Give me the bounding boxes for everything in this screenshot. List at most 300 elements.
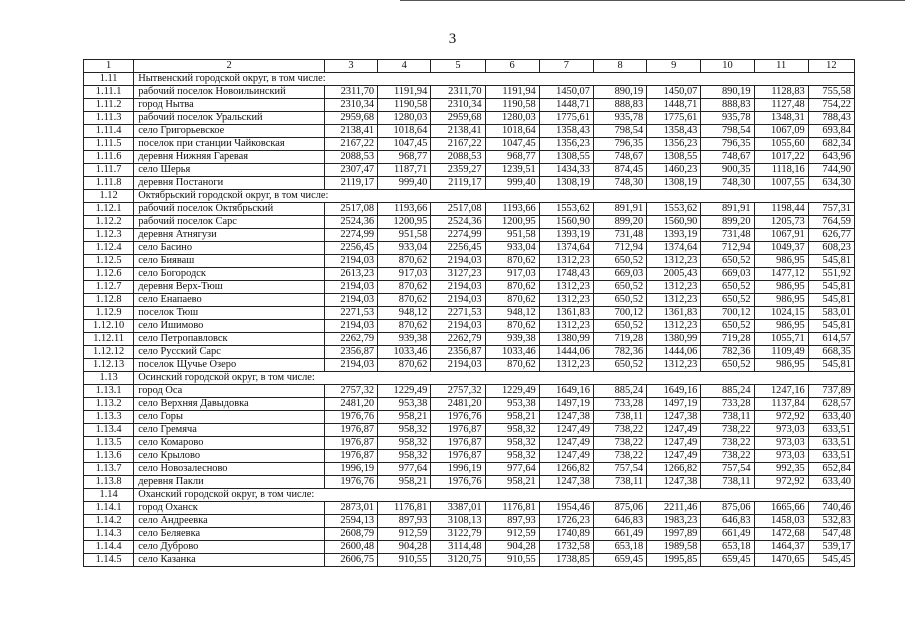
value-cell: 731,48 — [593, 229, 646, 242]
value-cell: 764,59 — [808, 216, 854, 229]
table-row — [84, 528, 855, 541]
value-cell: 1553,62 — [647, 203, 701, 216]
value-cell: 1560,90 — [647, 216, 701, 229]
value-cell: 1312,23 — [647, 281, 701, 294]
value-cell: 973,03 — [754, 424, 808, 437]
table-row — [84, 554, 855, 567]
value-cell: 1976,76 — [431, 411, 485, 424]
value-cell: 2256,45 — [431, 242, 485, 255]
settlement-name: село Беляевка — [134, 528, 325, 541]
value-cell: 738,11 — [701, 476, 754, 489]
value-cell: 3108,13 — [431, 515, 485, 528]
table-row — [84, 411, 855, 424]
value-cell: 1312,23 — [647, 255, 701, 268]
value-cell: 1976,87 — [324, 450, 377, 463]
value-cell: 2194,03 — [324, 320, 377, 333]
value-cell: 2211,46 — [647, 502, 701, 515]
settlement-name: село Богородск — [134, 268, 325, 281]
value-cell: 1187,71 — [378, 164, 431, 177]
value-cell: 547,48 — [808, 528, 854, 541]
value-cell: 2194,03 — [324, 281, 377, 294]
value-cell: 958,32 — [378, 424, 431, 437]
row-code: 1.13.8 — [84, 476, 134, 489]
value-cell: 650,52 — [701, 294, 754, 307]
value-cell: 1190,58 — [378, 99, 431, 112]
value-cell: 2005,43 — [647, 268, 701, 281]
value-cell: 870,62 — [485, 320, 539, 333]
value-cell: 668,35 — [808, 346, 854, 359]
row-code: 1.13 — [84, 372, 134, 385]
value-cell: 1007,55 — [754, 177, 808, 190]
value-cell: 1266,82 — [647, 463, 701, 476]
value-cell: 2194,03 — [431, 294, 485, 307]
value-cell: 904,28 — [378, 541, 431, 554]
value-cell: 1247,38 — [647, 411, 701, 424]
value-cell: 1497,19 — [647, 398, 701, 411]
value-cell: 1312,23 — [647, 320, 701, 333]
value-cell: 1649,16 — [539, 385, 593, 398]
value-cell: 1308,55 — [647, 151, 701, 164]
value-cell: 1280,03 — [378, 112, 431, 125]
row-code: 1.11.7 — [84, 164, 134, 177]
row-code: 1.14.1 — [84, 502, 134, 515]
value-cell: 1239,51 — [485, 164, 539, 177]
value-cell: 1976,87 — [431, 437, 485, 450]
value-cell: 1055,71 — [754, 333, 808, 346]
settlement-name: село Русский Сарс — [134, 346, 325, 359]
value-cell: 1049,37 — [754, 242, 808, 255]
value-cell: 653,18 — [701, 541, 754, 554]
value-cell: 1118,16 — [754, 164, 808, 177]
value-cell: 958,21 — [378, 476, 431, 489]
table-row — [84, 359, 855, 372]
value-cell: 2873,01 — [324, 502, 377, 515]
row-code: 1.14.4 — [84, 541, 134, 554]
value-cell: 1205,73 — [754, 216, 808, 229]
value-cell: 646,83 — [701, 515, 754, 528]
value-cell: 1434,33 — [539, 164, 593, 177]
value-cell: 2356,87 — [324, 346, 377, 359]
value-cell: 1995,85 — [647, 554, 701, 567]
value-cell: 1247,49 — [539, 450, 593, 463]
table-row — [84, 476, 855, 489]
value-cell: 1665,66 — [754, 502, 808, 515]
value-cell: 2194,03 — [324, 294, 377, 307]
value-cell: 958,21 — [485, 476, 539, 489]
value-cell: 757,31 — [808, 203, 854, 216]
value-cell: 628,57 — [808, 398, 854, 411]
value-cell: 2194,03 — [431, 255, 485, 268]
value-cell: 870,62 — [378, 255, 431, 268]
value-cell: 2613,23 — [324, 268, 377, 281]
column-header: 2 — [134, 60, 325, 73]
value-cell: 2194,03 — [431, 359, 485, 372]
value-cell: 912,59 — [485, 528, 539, 541]
value-cell: 2608,79 — [324, 528, 377, 541]
settlement-name: поселок Тюш — [134, 307, 325, 320]
value-cell: 1247,38 — [539, 476, 593, 489]
value-cell: 757,54 — [701, 463, 754, 476]
table-row — [84, 502, 855, 515]
settlement-name: деревня Верх-Тюш — [134, 281, 325, 294]
value-cell: 2119,17 — [431, 177, 485, 190]
value-cell: 1229,49 — [485, 385, 539, 398]
value-cell: 1308,19 — [647, 177, 701, 190]
value-cell: 661,49 — [593, 528, 646, 541]
value-cell: 740,46 — [808, 502, 854, 515]
row-code: 1.13.4 — [84, 424, 134, 437]
value-cell: 958,32 — [485, 424, 539, 437]
value-cell: 1312,23 — [539, 255, 593, 268]
value-cell: 2311,70 — [324, 86, 377, 99]
value-cell: 1018,64 — [378, 125, 431, 138]
table-row — [84, 320, 855, 333]
row-code: 1.11.3 — [84, 112, 134, 125]
value-cell: 650,52 — [593, 294, 646, 307]
value-cell: 2517,08 — [324, 203, 377, 216]
table-row — [84, 216, 855, 229]
value-cell: 2311,70 — [431, 86, 485, 99]
value-cell: 999,40 — [378, 177, 431, 190]
value-cell: 1976,87 — [431, 424, 485, 437]
value-cell: 1976,76 — [324, 411, 377, 424]
value-cell: 1448,71 — [539, 99, 593, 112]
settlement-name: село Казанка — [134, 554, 325, 567]
table-row — [84, 450, 855, 463]
table-row — [84, 463, 855, 476]
row-code: 1.11.8 — [84, 177, 134, 190]
group-title: Нытвенский городской округ, в том числе: — [134, 73, 855, 86]
value-cell: 1247,38 — [647, 476, 701, 489]
value-cell: 1497,19 — [539, 398, 593, 411]
column-header: 7 — [539, 60, 593, 73]
row-code: 1.12.1 — [84, 203, 134, 216]
table-row — [84, 541, 855, 554]
value-cell: 2088,53 — [431, 151, 485, 164]
value-cell: 2088,53 — [324, 151, 377, 164]
value-cell: 2959,68 — [324, 112, 377, 125]
value-cell: 958,32 — [378, 437, 431, 450]
column-header: 8 — [593, 60, 646, 73]
value-cell: 2271,53 — [431, 307, 485, 320]
value-cell: 1191,94 — [378, 86, 431, 99]
value-cell: 2307,47 — [324, 164, 377, 177]
value-cell: 633,40 — [808, 476, 854, 489]
value-cell: 3114,48 — [431, 541, 485, 554]
settlement-name: село Бияваш — [134, 255, 325, 268]
value-cell: 650,52 — [593, 281, 646, 294]
settlement-name: село Петропавловск — [134, 333, 325, 346]
value-cell: 551,92 — [808, 268, 854, 281]
value-cell: 968,77 — [485, 151, 539, 164]
value-cell: 1017,22 — [754, 151, 808, 164]
value-cell: 748,67 — [593, 151, 646, 164]
value-cell: 899,20 — [593, 216, 646, 229]
table-row — [84, 242, 855, 255]
value-cell: 2119,17 — [324, 177, 377, 190]
value-cell: 870,62 — [485, 255, 539, 268]
value-cell: 1176,81 — [485, 502, 539, 515]
value-cell: 958,21 — [485, 411, 539, 424]
table-row — [84, 281, 855, 294]
value-cell: 633,51 — [808, 424, 854, 437]
value-cell: 1996,19 — [431, 463, 485, 476]
value-cell: 1137,84 — [754, 398, 808, 411]
value-cell: 1726,23 — [539, 515, 593, 528]
value-cell: 633,51 — [808, 437, 854, 450]
value-cell: 661,49 — [701, 528, 754, 541]
value-cell: 1983,23 — [647, 515, 701, 528]
value-cell: 545,45 — [808, 554, 854, 567]
value-cell: 738,22 — [701, 450, 754, 463]
value-cell: 1976,87 — [324, 424, 377, 437]
value-cell: 2194,03 — [324, 255, 377, 268]
table-row — [84, 229, 855, 242]
value-cell: 870,62 — [485, 281, 539, 294]
value-cell: 951,58 — [378, 229, 431, 242]
value-cell: 614,57 — [808, 333, 854, 346]
value-cell: 1748,43 — [539, 268, 593, 281]
value-cell: 2274,99 — [324, 229, 377, 242]
value-cell: 977,64 — [485, 463, 539, 476]
value-cell: 948,12 — [485, 307, 539, 320]
value-cell: 2481,20 — [324, 398, 377, 411]
column-header: 5 — [431, 60, 485, 73]
settlement-name: село Григорьевское — [134, 125, 325, 138]
value-cell: 738,22 — [701, 437, 754, 450]
value-cell: 948,12 — [378, 307, 431, 320]
value-cell: 875,06 — [593, 502, 646, 515]
row-code: 1.11.5 — [84, 138, 134, 151]
value-cell: 2262,79 — [324, 333, 377, 346]
group-row — [84, 73, 855, 86]
value-cell: 1266,82 — [539, 463, 593, 476]
value-cell: 885,24 — [593, 385, 646, 398]
value-cell: 933,04 — [378, 242, 431, 255]
value-cell: 669,03 — [701, 268, 754, 281]
value-cell: 3122,79 — [431, 528, 485, 541]
value-cell: 796,35 — [701, 138, 754, 151]
table-row — [84, 164, 855, 177]
value-cell: 2600,48 — [324, 541, 377, 554]
value-cell: 1312,23 — [647, 359, 701, 372]
value-cell: 2757,32 — [431, 385, 485, 398]
value-cell: 1649,16 — [647, 385, 701, 398]
row-code: 1.12.3 — [84, 229, 134, 242]
value-cell: 2524,36 — [324, 216, 377, 229]
value-cell: 3127,23 — [431, 268, 485, 281]
value-cell: 646,83 — [593, 515, 646, 528]
value-cell: 992,35 — [754, 463, 808, 476]
column-header: 1 — [84, 60, 134, 73]
value-cell: 917,03 — [378, 268, 431, 281]
value-cell: 2167,22 — [324, 138, 377, 151]
value-cell: 935,78 — [593, 112, 646, 125]
value-cell: 1047,45 — [485, 138, 539, 151]
value-cell: 1732,58 — [539, 541, 593, 554]
value-cell: 1193,66 — [378, 203, 431, 216]
value-cell: 738,22 — [593, 437, 646, 450]
value-cell: 1067,91 — [754, 229, 808, 242]
settlement-name: деревня Нижняя Гаревая — [134, 151, 325, 164]
value-cell: 888,83 — [593, 99, 646, 112]
row-code: 1.12.11 — [84, 333, 134, 346]
value-cell: 608,23 — [808, 242, 854, 255]
row-code: 1.11.6 — [84, 151, 134, 164]
value-cell: 1374,64 — [539, 242, 593, 255]
value-cell: 910,55 — [485, 554, 539, 567]
value-cell: 1976,76 — [324, 476, 377, 489]
value-cell: 733,28 — [701, 398, 754, 411]
value-cell: 712,94 — [701, 242, 754, 255]
row-code: 1.12.13 — [84, 359, 134, 372]
row-code: 1.12.4 — [84, 242, 134, 255]
value-cell: 2274,99 — [431, 229, 485, 242]
value-cell: 1464,37 — [754, 541, 808, 554]
settlement-name: рабочий поселок Октябрьский — [134, 203, 325, 216]
value-cell: 633,51 — [808, 450, 854, 463]
value-cell: 1361,83 — [539, 307, 593, 320]
value-cell: 712,94 — [593, 242, 646, 255]
value-cell: 939,38 — [378, 333, 431, 346]
table-row — [84, 346, 855, 359]
column-header: 4 — [378, 60, 431, 73]
value-cell: 2194,03 — [431, 320, 485, 333]
value-cell: 754,22 — [808, 99, 854, 112]
page-number: 3 — [448, 31, 457, 47]
group-title: Осинский городской округ, в том числе: — [134, 372, 855, 385]
value-cell: 1191,94 — [485, 86, 539, 99]
value-cell: 870,62 — [485, 294, 539, 307]
value-cell: 796,35 — [593, 138, 646, 151]
settlement-name: село Шерья — [134, 164, 325, 177]
settlement-name: город Оханск — [134, 502, 325, 515]
value-cell: 2310,34 — [431, 99, 485, 112]
value-cell: 900,35 — [701, 164, 754, 177]
row-code: 1.12.7 — [84, 281, 134, 294]
table-row — [84, 99, 855, 112]
row-code: 1.12.9 — [84, 307, 134, 320]
row-code: 1.12.6 — [84, 268, 134, 281]
value-cell: 899,20 — [701, 216, 754, 229]
table-body — [84, 60, 855, 567]
value-cell: 958,32 — [485, 450, 539, 463]
value-cell: 1200,95 — [485, 216, 539, 229]
table-row — [84, 424, 855, 437]
value-cell: 748,30 — [701, 177, 754, 190]
value-cell: 1229,49 — [378, 385, 431, 398]
value-cell: 788,43 — [808, 112, 854, 125]
settlement-name: село Андреевка — [134, 515, 325, 528]
value-cell: 2194,03 — [431, 281, 485, 294]
column-header: 3 — [324, 60, 377, 73]
settlement-name: рабочий поселок Новоильинский — [134, 86, 325, 99]
settlement-name: рабочий поселок Уральский — [134, 112, 325, 125]
row-code: 1.12.5 — [84, 255, 134, 268]
value-cell: 738,22 — [593, 424, 646, 437]
table-row — [84, 307, 855, 320]
table-row — [84, 86, 855, 99]
value-cell: 2594,13 — [324, 515, 377, 528]
value-cell: 3120,75 — [431, 554, 485, 567]
row-code: 1.11 — [84, 73, 134, 86]
value-cell: 1358,43 — [539, 125, 593, 138]
row-code: 1.14 — [84, 489, 134, 502]
value-cell: 650,52 — [701, 359, 754, 372]
value-cell: 904,28 — [485, 541, 539, 554]
value-cell: 1444,06 — [539, 346, 593, 359]
row-code: 1.13.6 — [84, 450, 134, 463]
value-cell: 1374,64 — [647, 242, 701, 255]
value-cell: 693,84 — [808, 125, 854, 138]
value-cell: 2959,68 — [431, 112, 485, 125]
value-cell: 1312,23 — [539, 281, 593, 294]
value-cell: 1470,65 — [754, 554, 808, 567]
value-cell: 973,03 — [754, 450, 808, 463]
value-cell: 888,83 — [701, 99, 754, 112]
settlement-name: село Комарово — [134, 437, 325, 450]
value-cell: 1477,12 — [754, 268, 808, 281]
value-cell: 1460,23 — [647, 164, 701, 177]
value-cell: 1356,23 — [647, 138, 701, 151]
value-cell: 2356,87 — [431, 346, 485, 359]
value-cell: 1247,16 — [754, 385, 808, 398]
value-cell: 737,89 — [808, 385, 854, 398]
value-cell: 1976,87 — [324, 437, 377, 450]
value-cell: 870,62 — [378, 294, 431, 307]
value-cell: 953,38 — [485, 398, 539, 411]
group-row — [84, 190, 855, 203]
value-cell: 1128,83 — [754, 86, 808, 99]
value-cell: 650,52 — [701, 281, 754, 294]
value-cell: 1458,03 — [754, 515, 808, 528]
row-code: 1.12.10 — [84, 320, 134, 333]
value-cell: 731,48 — [701, 229, 754, 242]
value-cell: 972,92 — [754, 411, 808, 424]
value-cell: 977,64 — [378, 463, 431, 476]
settlement-name: село Новозалесново — [134, 463, 325, 476]
group-row — [84, 489, 855, 502]
table-row — [84, 255, 855, 268]
value-cell: 545,81 — [808, 320, 854, 333]
value-cell: 1033,46 — [378, 346, 431, 359]
value-cell: 3387,01 — [431, 502, 485, 515]
value-cell: 986,95 — [754, 320, 808, 333]
value-cell: 1055,60 — [754, 138, 808, 151]
row-code: 1.13.2 — [84, 398, 134, 411]
row-code: 1.14.2 — [84, 515, 134, 528]
settlement-name: город Оса — [134, 385, 325, 398]
value-cell: 652,84 — [808, 463, 854, 476]
value-cell: 798,54 — [593, 125, 646, 138]
value-cell: 2167,22 — [431, 138, 485, 151]
column-header: 6 — [485, 60, 539, 73]
tariff-table — [83, 59, 855, 567]
settlement-name: поселок Щучье Озеро — [134, 359, 325, 372]
table-row — [84, 112, 855, 125]
value-cell: 545,81 — [808, 359, 854, 372]
value-cell: 953,38 — [378, 398, 431, 411]
row-code: 1.12.12 — [84, 346, 134, 359]
value-cell: 1067,09 — [754, 125, 808, 138]
value-cell: 626,77 — [808, 229, 854, 242]
value-cell: 935,78 — [701, 112, 754, 125]
table-row — [84, 203, 855, 216]
value-cell: 874,45 — [593, 164, 646, 177]
value-cell: 634,30 — [808, 177, 854, 190]
value-cell: 545,81 — [808, 281, 854, 294]
value-cell: 910,55 — [378, 554, 431, 567]
